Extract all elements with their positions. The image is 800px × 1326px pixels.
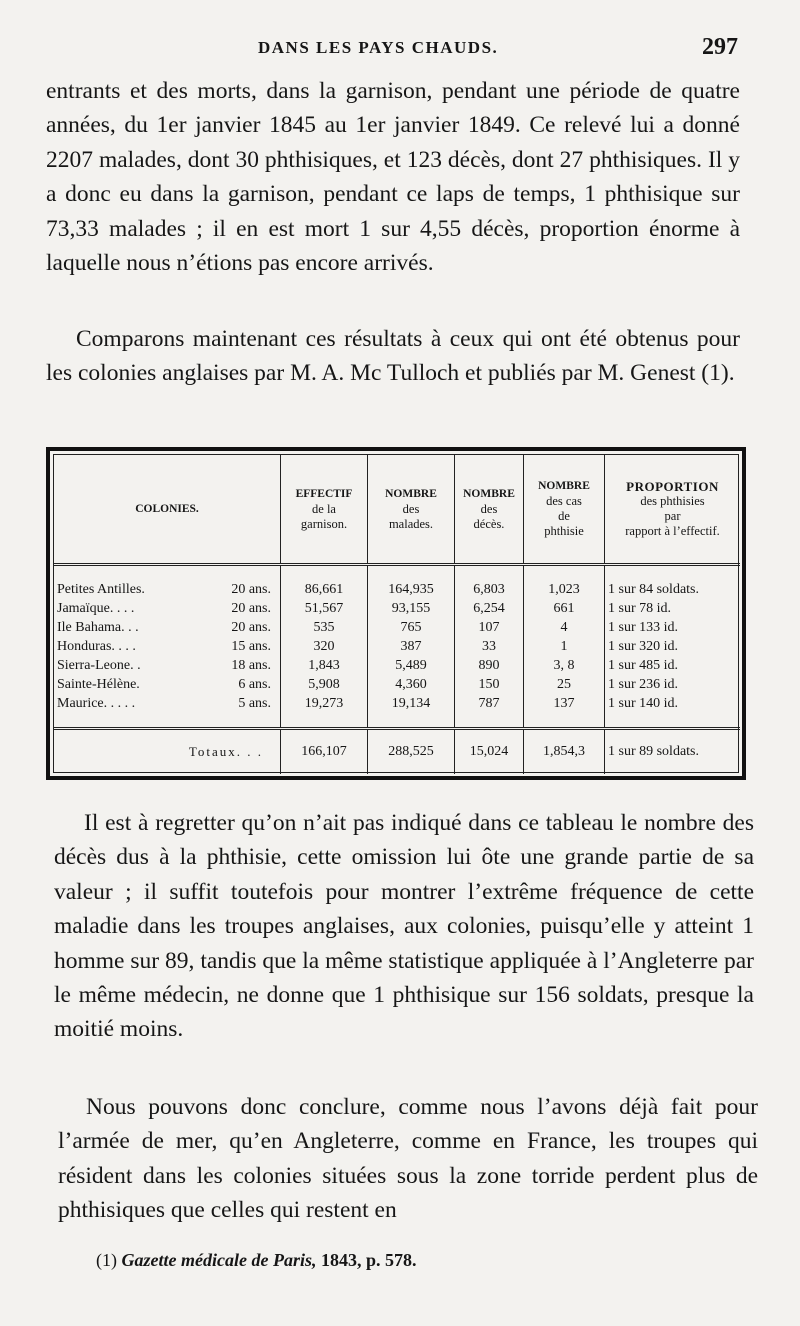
effectif-cell: 1,843: [281, 656, 368, 675]
table-row: [54, 675, 740, 694]
paragraph-3: Il est à regretter qu’on n’ait pas indiqué dans ce tableau le nombre des décès dus à la phthisie, cette omission lui ôte une grande partie de sa valeur ; il suffit toutefois pour montrer l’extrême fréquence de cette maladie dans les troupes anglaises, aux colonies, puisqu’elle y atteint 1 homme sur 89, tandis que la même statistique appliquée à l’Angleterre par le même médecin, ne donne que 1 phthisique sur 156 soldats, presque la moitié moins.: [54, 810, 754, 1043]
running-title: DANS LES PAYS CHAUDS.: [258, 38, 499, 57]
statistics-table-frame: [46, 447, 746, 780]
malades-cell: 5,489: [368, 656, 455, 675]
total-effectif-cell: 166,107: [281, 729, 368, 775]
paragraph-4: Nous pouvons donc conclure, comme nous l’avons déjà fait pour l’armée de mer, qu’en Angleterre, comme en France, les troupes qui résident dans les colonies situées sous la zone torride perdent plus de phthisiques que celles qui restent en: [58, 1094, 758, 1224]
total-proportion-cell: 1 sur 89 soldats.: [605, 729, 741, 775]
total-malades-cell: 288,525: [368, 729, 455, 775]
header-effectif: EFFECTIF de la garnison.: [281, 455, 368, 565]
footnote: [96, 1250, 416, 1271]
colony-cell: Jamaïque. . . . 20 ans.: [57, 601, 271, 616]
phthisie-cell: 25: [524, 675, 605, 694]
page-number: 297: [702, 34, 738, 60]
colony-cell: Petites Antilles. 20 ans.: [57, 582, 271, 597]
effectif-cell: 51,567: [281, 599, 368, 618]
header-malades: NOMBRE des malades.: [368, 455, 455, 565]
table-row: [54, 637, 740, 656]
effectif-cell: 19,273: [281, 694, 368, 729]
paragraph-2: Comparons maintenant ces résultats à ceux qui ont été obtenus pour les colonies anglaises par M. A. Mc Tulloch et publiés par M. Genest (1).: [46, 326, 740, 387]
proportion-cell: 1 sur 140 id.: [605, 694, 741, 729]
header-proportion: PROPORTION des phthisies par rapport à l’effectif.: [605, 455, 741, 565]
table-row: [54, 656, 740, 675]
malades-cell: 387: [368, 637, 455, 656]
total-deces-cell: 15,024: [455, 729, 524, 775]
deces-cell: 6,803: [455, 565, 524, 600]
phthisie-cell: 661: [524, 599, 605, 618]
phthisie-cell: 3, 8: [524, 656, 605, 675]
table-row: [54, 565, 740, 600]
table-row: [54, 618, 740, 637]
proportion-cell: 1 sur 84 soldats.: [605, 565, 741, 600]
effectif-cell: 5,908: [281, 675, 368, 694]
phthisie-cell: 137: [524, 694, 605, 729]
colony-cell: Ile Bahama. . . 20 ans.: [57, 620, 271, 635]
proportion-cell: 1 sur 320 id.: [605, 637, 741, 656]
colony-cell: Honduras. . . . 15 ans.: [57, 639, 271, 654]
malades-cell: 765: [368, 618, 455, 637]
page-header: [46, 36, 746, 64]
malades-cell: 93,155: [368, 599, 455, 618]
table-row: [54, 599, 740, 618]
effectif-cell: 320: [281, 637, 368, 656]
total-phthisie-cell: 1,854,3: [524, 729, 605, 775]
effectif-cell: 86,661: [281, 565, 368, 600]
proportion-cell: 1 sur 485 id.: [605, 656, 741, 675]
paragraph-1: entrants et des morts, dans la garnison, pendant une période de quatre années, du 1er janvier 1845 au 1er janvier 1849. Ce relevé lui a donné 2207 malades, dont 30 phthisiques, et 123 décès, dont 27 phthisiques. Il y a donc eu dans la garnison, pendant ce laps de temps, 1 phthisique sur 73,33 malades ; il en est mort 1 sur 4,55 décès, proportion énorme à laquelle nous n’étions pas encore arrivés.: [46, 78, 740, 277]
malades-cell: 164,935: [368, 565, 455, 600]
deces-cell: 107: [455, 618, 524, 637]
deces-cell: 33: [455, 637, 524, 656]
malades-cell: 4,360: [368, 675, 455, 694]
table-total-row: [54, 729, 740, 775]
deces-cell: 6,254: [455, 599, 524, 618]
header-deces: NOMBRE des décès.: [455, 455, 524, 565]
deces-cell: 890: [455, 656, 524, 675]
deces-cell: 787: [455, 694, 524, 729]
colony-cell: Sainte-Hélène. 6 ans.: [57, 677, 271, 692]
footnote-marker: (1): [96, 1250, 117, 1270]
table-row: [54, 694, 740, 729]
proportion-cell: 1 sur 78 id.: [605, 599, 741, 618]
colonies-phthisis-table: [54, 455, 740, 774]
phthisie-cell: 1,023: [524, 565, 605, 600]
effectif-cell: 535: [281, 618, 368, 637]
deces-cell: 150: [455, 675, 524, 694]
table-header-row: [54, 455, 740, 565]
header-colonies: COLONIES.: [54, 455, 281, 565]
footnote-citation: 1843, p. 578.: [320, 1250, 417, 1270]
colony-cell: Maurice. . . . . 5 ans.: [57, 696, 271, 711]
colony-cell: Sierra-Leone. . 18 ans.: [57, 658, 271, 673]
total-label-cell: Totaux. . .: [54, 729, 281, 775]
proportion-cell: 1 sur 236 id.: [605, 675, 741, 694]
statistics-table-border: [53, 454, 739, 773]
phthisie-cell: 4: [524, 618, 605, 637]
header-phthisie: NOMBRE des cas de phthisie: [524, 455, 605, 565]
proportion-cell: 1 sur 133 id.: [605, 618, 741, 637]
malades-cell: 19,134: [368, 694, 455, 729]
phthisie-cell: 1: [524, 637, 605, 656]
footnote-journal: Gazette médicale de Paris,: [121, 1250, 317, 1270]
